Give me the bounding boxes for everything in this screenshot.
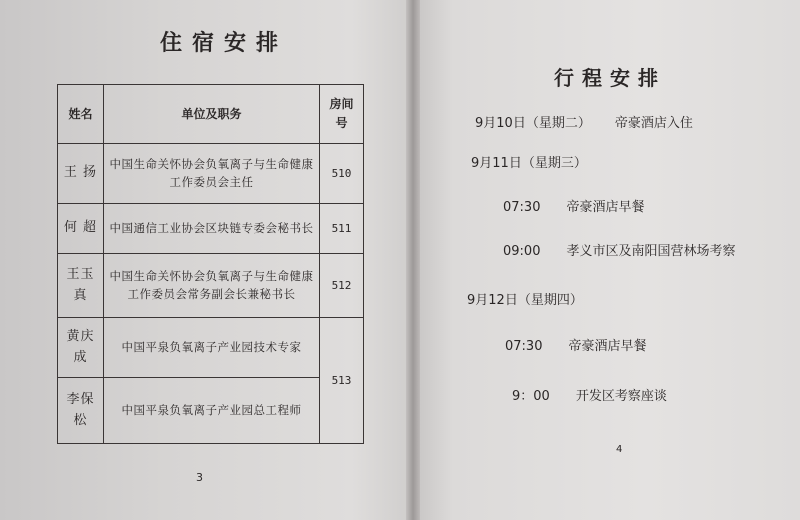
item-time: 07:30 [503, 200, 541, 215]
item-event: 帝豪酒店早餐 [568, 339, 647, 354]
row-org: 中国平泉负氧离子产业园技术专家 [104, 318, 320, 378]
day-date: 9月12日（星期四） [467, 293, 583, 308]
item-event: 帝豪酒店早餐 [566, 200, 645, 215]
lodging-title: 住宿安排 [160, 30, 289, 56]
table-row [58, 144, 364, 204]
schedule-day-3 [467, 289, 583, 308]
header-name: 姓名 [58, 85, 104, 144]
header-org: 单位及职务 [104, 85, 320, 144]
lodging-table [57, 84, 364, 444]
row-org: 中国生命关怀协会负氧离子与生命健康工作委员会主任 [104, 144, 320, 204]
schedule-day-1 [475, 112, 693, 131]
day-event: 帝豪酒店入住 [614, 116, 693, 131]
row-org: 中国通信工业协会区块链专委会秘书长 [104, 204, 320, 254]
schedule-item [505, 335, 646, 354]
day-date: 9月11日（星期三） [471, 156, 587, 171]
row-room: 511 [320, 204, 364, 254]
schedule-title: 行程安排 [554, 66, 666, 90]
item-time: 07:30 [505, 339, 543, 354]
table-row [58, 204, 364, 254]
schedule-item [503, 240, 735, 259]
row-room: 513 [320, 318, 364, 444]
table-row [58, 254, 364, 318]
item-time: 9：00 [512, 389, 550, 404]
schedule-item [512, 385, 667, 404]
row-name: 王玉真 [58, 254, 104, 318]
schedule-item [503, 196, 644, 215]
day-date: 9月10日（星期二） [475, 116, 591, 131]
row-name: 李保松 [58, 378, 104, 444]
table-header-row [58, 85, 364, 144]
item-time: 09:00 [503, 244, 541, 259]
page-number-right: 4 [616, 444, 623, 455]
item-event: 孝义市区及南阳国营林场考察 [566, 244, 736, 259]
row-name: 何 超 [58, 204, 104, 254]
page-number-left: 3 [196, 471, 203, 484]
table-row [58, 378, 364, 444]
row-org: 中国生命关怀协会负氧离子与生命健康工作委员会常务副会长兼秘书长 [104, 254, 320, 318]
row-room: 510 [320, 144, 364, 204]
item-event: 开发区考察座谈 [575, 389, 667, 404]
book-spine [406, 0, 420, 520]
row-name: 黄庆成 [58, 318, 104, 378]
header-room: 房间号 [320, 85, 364, 144]
schedule-day-2 [471, 152, 587, 171]
row-org: 中国平泉负氧离子产业园总工程师 [104, 378, 320, 444]
table-row [58, 318, 364, 378]
row-name: 王 扬 [58, 144, 104, 204]
row-room: 512 [320, 254, 364, 318]
